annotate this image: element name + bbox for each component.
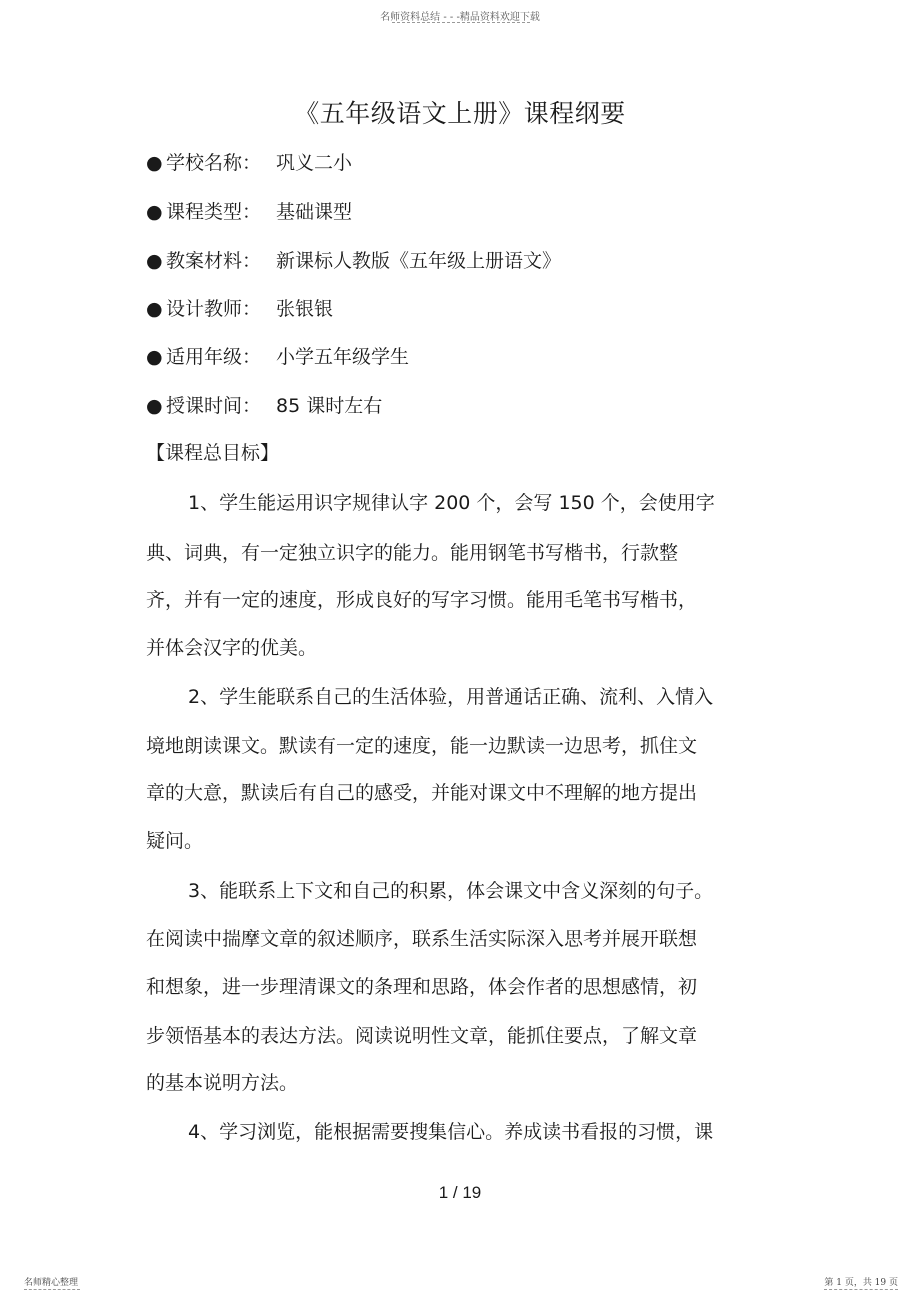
info-label: 学校名称：: [166, 152, 262, 174]
paragraph-line: 章的大意，默读后有自己的感受，并能对课文中不理解的地方提出: [146, 782, 698, 804]
info-value: 小学五年级学生: [276, 346, 410, 368]
bullet-icon: ●: [146, 395, 163, 417]
bullet-icon: ●: [146, 201, 163, 223]
info-value: 基础课型: [276, 201, 353, 223]
footer-right-divider: [824, 1289, 898, 1290]
info-row-course-type: [146, 197, 352, 224]
bullet-icon: ●: [146, 298, 163, 320]
info-label: 授课时间：: [166, 395, 262, 417]
info-value: 新课标人教版《五年级上册语文》: [276, 250, 562, 272]
bullet-icon: ●: [146, 250, 163, 272]
paragraph-line: 齐，并有一定的速度，形成良好的写字习惯。能用毛笔书写楷书，: [146, 589, 698, 611]
info-row-school: [146, 148, 352, 175]
paragraph-line: 步领悟基本的表达方法。阅读说明性文章，能抓住要点，了解文章: [146, 1025, 698, 1047]
header-divider: [392, 22, 530, 23]
info-row-grade: [146, 342, 409, 369]
info-value: 巩义二小: [276, 152, 353, 174]
paragraph-line: 境地朗读课文。默读有一定的速度，能一边默读一边思考，抓住文: [146, 735, 698, 757]
paragraph-line: 3、能联系上下文和自己的积累，体会课文中含义深刻的句子。: [188, 880, 714, 902]
paragraph-line: 的基本说明方法。: [146, 1072, 299, 1094]
bullet-icon: ●: [146, 152, 163, 174]
footer-page-indicator: 第 1 页，共 19 页: [824, 1278, 898, 1288]
info-label: 教案材料：: [166, 250, 262, 272]
info-label: 课程类型：: [166, 201, 262, 223]
paragraph-line: 疑问。: [146, 830, 204, 852]
paragraph-line: 和想象，进一步理清课文的条理和思路，体会作者的思想感情，初: [146, 976, 698, 998]
footer-left-divider: [24, 1289, 80, 1290]
paragraph-line: 典、词典，有一定独立识字的能力。能用钢笔书写楷书，行款整: [146, 542, 679, 564]
footer-left-note: 名师精心整理: [24, 1278, 79, 1288]
document-title: 《五年级语文上册》课程纲要: [294, 99, 626, 128]
info-value: 张银银: [276, 298, 334, 320]
header-note: 名师资料总结 - - -精品资料欢迎下载: [380, 12, 540, 23]
paragraph-line: 2、学生能联系自己的生活体验，用普通话正确、流利、入情入: [188, 686, 714, 708]
info-row-material: [146, 246, 561, 273]
paragraph-line: 4、学习浏览，能根据需要搜集信心。养成读书看报的习惯，课: [188, 1121, 714, 1143]
info-label: 适用年级：: [166, 346, 262, 368]
info-value: 85 课时左右: [276, 395, 383, 417]
paragraph-line: 并体会汉字的优美。: [146, 637, 318, 659]
paragraph-line: 在阅读中揣摩文章的叙述顺序，联系生活实际深入思考并展开联想: [146, 928, 698, 950]
section-heading: 【课程总目标】: [146, 442, 280, 464]
info-label: 设计教师：: [166, 298, 262, 320]
page-number: 1 / 19: [438, 1183, 482, 1202]
paragraph-line: 1、学生能运用识字规律认字 200 个，会写 150 个，会使用字: [188, 492, 715, 514]
info-row-hours: [146, 391, 382, 418]
bullet-icon: ●: [146, 346, 163, 368]
info-row-teacher: [146, 294, 333, 321]
